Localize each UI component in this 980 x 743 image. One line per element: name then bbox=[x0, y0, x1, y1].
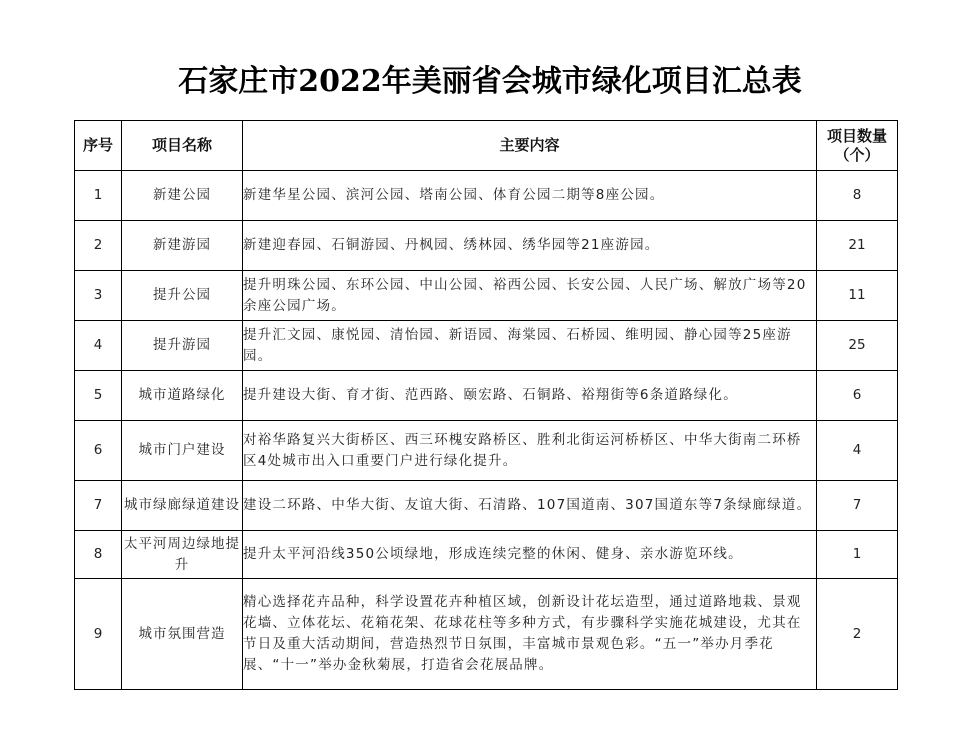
table-row bbox=[75, 371, 898, 421]
row-project-name: 城市道路绿化 bbox=[122, 371, 243, 421]
table-row bbox=[75, 481, 898, 531]
row-serial-number: 7 bbox=[75, 481, 122, 531]
row-project-name: 提升公园 bbox=[122, 271, 243, 321]
row-main-content: 建设二环路、中华大街、友谊大街、石清路、107国道南、307国道东等7条绿廊绿道。 bbox=[243, 481, 817, 531]
row-project-quantity: 2 bbox=[817, 579, 898, 690]
row-main-content: 新建迎春园、石铜游园、丹枫园、绣林园、绣华园等21座游园。 bbox=[243, 221, 817, 271]
row-project-quantity: 11 bbox=[817, 271, 898, 321]
row-project-name: 城市氛围营造 bbox=[122, 579, 243, 690]
row-main-content: 提升汇文园、康悦园、清怡园、新语园、海棠园、石桥园、维明园、静心园等25座游园。 bbox=[243, 321, 817, 371]
table-row bbox=[75, 421, 898, 481]
row-project-quantity: 6 bbox=[817, 371, 898, 421]
row-serial-number: 8 bbox=[75, 531, 122, 579]
table-row bbox=[75, 321, 898, 371]
table-row bbox=[75, 171, 898, 221]
row-project-name: 新建游园 bbox=[122, 221, 243, 271]
table-row bbox=[75, 271, 898, 321]
row-main-content: 对裕华路复兴大街桥区、西三环槐安路桥区、胜利北街运河桥桥区、中华大街南二环桥区4处城市出入口重要门户进行绿化提升。 bbox=[243, 421, 817, 481]
row-project-quantity: 21 bbox=[817, 221, 898, 271]
row-project-quantity: 25 bbox=[817, 321, 898, 371]
row-serial-number: 3 bbox=[75, 271, 122, 321]
row-project-quantity: 7 bbox=[817, 481, 898, 531]
header-quantity-unit: （个） bbox=[834, 145, 880, 164]
document-title: 石家庄市2022年美丽省会城市绿化项目汇总表 bbox=[178, 64, 802, 99]
table-header-row bbox=[75, 121, 898, 171]
row-serial-number: 4 bbox=[75, 321, 122, 371]
row-serial-number: 6 bbox=[75, 421, 122, 481]
row-project-quantity: 4 bbox=[817, 421, 898, 481]
row-main-content: 精心选择花卉品种，科学设置花卉种植区域，创新设计花坛造型，通过道路地栽、景观花墙、立体花坛、花箱花架、花球花柱等多种方式，有步骤科学实施花城建设，尤其在节日及重大活动期间，营造热烈节日氛围，丰富城市景观色彩。“五一”举办月季花展、“十一”举办金秋菊展，打造省会花展品牌。 bbox=[243, 579, 817, 690]
header-project-name: 项目名称 bbox=[122, 121, 243, 171]
row-main-content: 提升建设大街、育才街、范西路、颐宏路、石铜路、裕翔街等6条道路绿化。 bbox=[243, 371, 817, 421]
table-row bbox=[75, 579, 898, 690]
row-serial-number: 2 bbox=[75, 221, 122, 271]
table-row bbox=[75, 221, 898, 271]
row-main-content: 提升太平河沿线350公顷绿地，形成连续完整的休闲、健身、亲水游览环线。 bbox=[243, 531, 817, 579]
row-project-name: 城市门户建设 bbox=[122, 421, 243, 481]
row-project-name: 城市绿廊绿道建设 bbox=[122, 481, 243, 531]
row-project-quantity: 1 bbox=[817, 531, 898, 579]
summary-table bbox=[74, 120, 898, 690]
header-project-quantity bbox=[817, 121, 898, 171]
row-serial-number: 9 bbox=[75, 579, 122, 690]
header-main-content: 主要内容 bbox=[243, 121, 817, 171]
row-main-content: 提升明珠公园、东环公园、中山公园、裕西公园、长安公园、人民广场、解放广场等20余座公园广场。 bbox=[243, 271, 817, 321]
row-serial-number: 5 bbox=[75, 371, 122, 421]
row-project-name: 新建公园 bbox=[122, 171, 243, 221]
row-project-name: 太平河周边绿地提升 bbox=[122, 531, 243, 579]
table-row bbox=[75, 531, 898, 579]
row-project-quantity: 8 bbox=[817, 171, 898, 221]
header-serial-number: 序号 bbox=[75, 121, 122, 171]
row-main-content: 新建华星公园、滨河公园、塔南公园、体育公园二期等8座公园。 bbox=[243, 171, 817, 221]
header-quantity-label: 项目数量 bbox=[826, 126, 887, 145]
row-project-name: 提升游园 bbox=[122, 321, 243, 371]
row-serial-number: 1 bbox=[75, 171, 122, 221]
